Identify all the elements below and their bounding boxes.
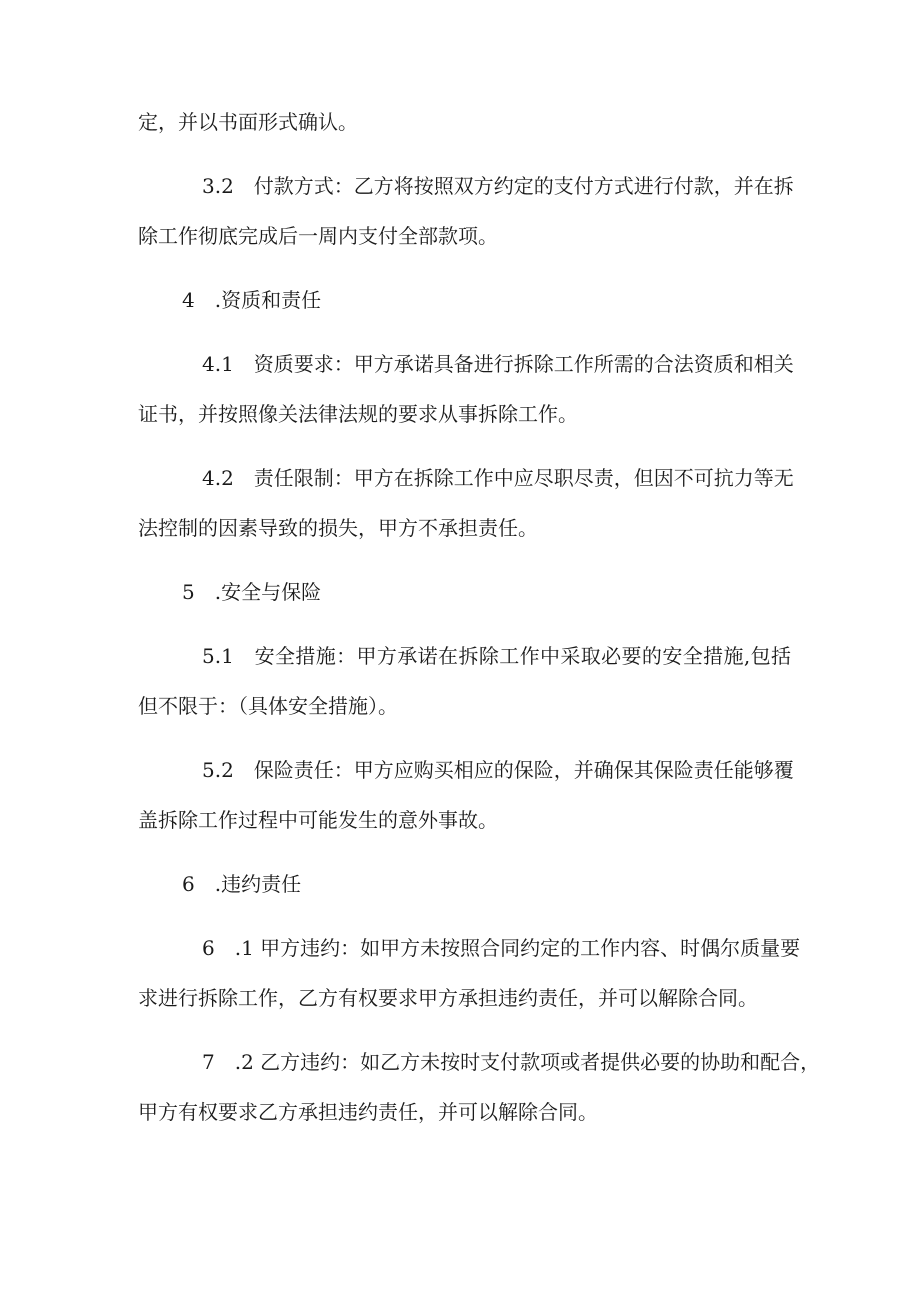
section-heading-6: 6 .违约责任 (182, 872, 302, 896)
clause-7-2-line-1: 7 .2 乙方违约：如乙方未按时支付款项或者提供必要的协助和配合， (202, 1050, 821, 1074)
clause-4-1-line-2: 证书，并按照像关法律法规的要求从事拆除工作。 (138, 402, 578, 426)
clause-5-1-line-2: 但不限于：（具体安全措施）。 (138, 694, 398, 718)
clause-4-2-line-2: 法控制的因素导致的损失，甲方不承担责任。 (138, 516, 538, 540)
clause-6-1-line-2: 求进行拆除工作，乙方有权要求甲方承担违约责任，并可以解除合同。 (138, 986, 758, 1010)
section-heading-5: 5 .安全与保险 (182, 580, 322, 604)
section-heading-4: 4 .资质和责任 (182, 288, 322, 312)
text-line: 定，并以书面形式确认。 (138, 110, 358, 134)
clause-5-2-line-2: 盖拆除工作过程中可能发生的意外事故。 (138, 808, 498, 832)
clause-5-2-line-1: 5.2 保险责任：甲方应购买相应的保险，并确保其保险责任能够覆 (202, 758, 794, 782)
clause-3-2-line-2: 除工作彻底完成后一周内支付全部款项。 (138, 224, 498, 248)
clause-3-2-line-1: 3.2 付款方式：乙方将按照双方约定的支付方式进行付款，并在拆 (202, 174, 794, 198)
clause-7-2-line-2: 甲方有权要求乙方承担违约责任，并可以解除合同。 (138, 1100, 598, 1124)
clause-4-1-line-1: 4.1 资质要求：甲方承诺具备进行拆除工作所需的合法资质和相关 (202, 352, 794, 376)
clause-4-2-line-1: 4.2 责任限制：甲方在拆除工作中应尽职尽责，但因不可抗力等无 (202, 466, 794, 490)
clause-5-1-line-1: 5.1 安全措施：甲方承诺在拆除工作中采取必要的安全措施,包括 (202, 644, 791, 668)
clause-6-1-line-1: 6 .1 甲方违约：如甲方未按照合同约定的工作内容、时偶尔质量要 (202, 936, 801, 960)
